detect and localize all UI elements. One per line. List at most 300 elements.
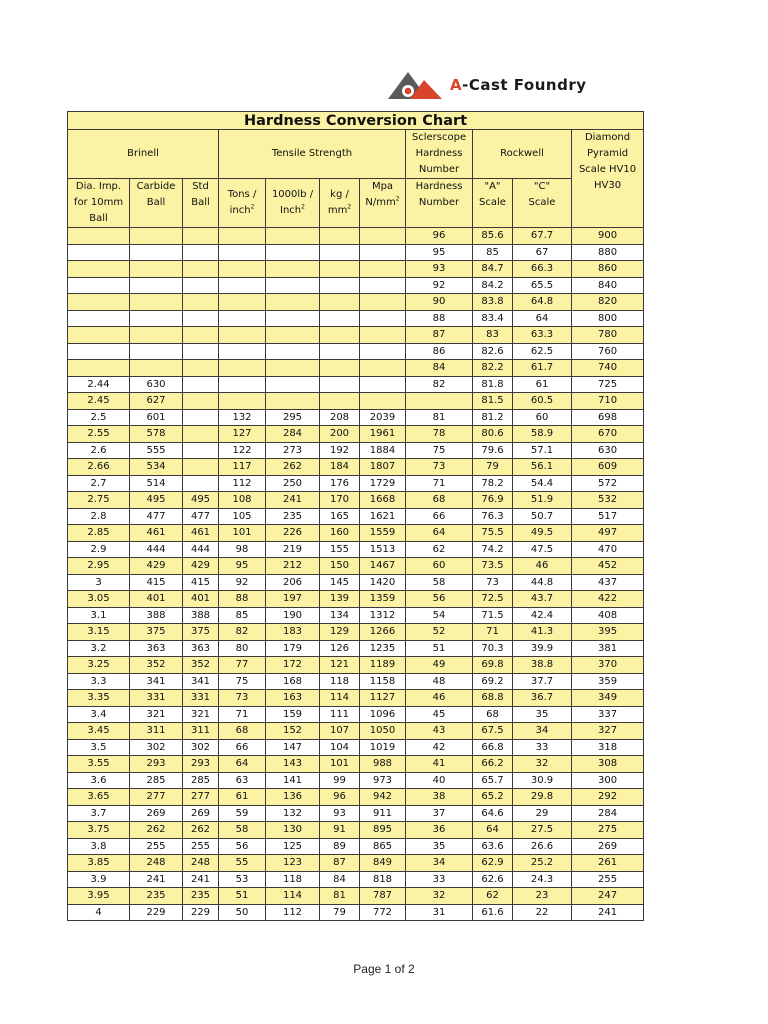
table-cell: 79.6 <box>473 442 513 459</box>
table-cell: 76.9 <box>473 492 513 509</box>
table-cell <box>266 343 320 360</box>
table-cell <box>68 261 130 278</box>
table-cell: 36.7 <box>513 690 572 707</box>
table-cell: 29 <box>513 805 572 822</box>
table-cell: 269 <box>572 838 644 855</box>
table-cell: 2.95 <box>68 558 130 575</box>
table-cell <box>183 409 219 426</box>
table-cell: 2.9 <box>68 541 130 558</box>
table-cell: 34 <box>513 723 572 740</box>
table-cell: 79 <box>320 904 360 921</box>
table-cell: 247 <box>572 888 644 905</box>
table-cell <box>68 310 130 327</box>
table-cell: 170 <box>320 492 360 509</box>
table-row <box>68 591 644 608</box>
table-cell: 101 <box>320 756 360 773</box>
table-cell: 2.5 <box>68 409 130 426</box>
table-cell: 57.1 <box>513 442 572 459</box>
table-cell: 226 <box>266 525 320 542</box>
foundry-logo-icon <box>386 70 444 100</box>
table-cell: 41 <box>406 756 473 773</box>
table-cell: 76.3 <box>473 508 513 525</box>
table-cell: 370 <box>572 657 644 674</box>
table-cell: 235 <box>183 888 219 905</box>
table-cell <box>219 261 266 278</box>
table-cell: 67.7 <box>513 228 572 245</box>
table-cell <box>183 343 219 360</box>
table-cell <box>183 244 219 261</box>
table-cell: 401 <box>183 591 219 608</box>
table-cell: 1235 <box>360 640 406 657</box>
table-cell: 248 <box>183 855 219 872</box>
table-cell: 24.3 <box>513 871 572 888</box>
table-cell: 61.6 <box>473 904 513 921</box>
table-row <box>68 690 644 707</box>
table-cell: 388 <box>183 607 219 624</box>
table-cell: 3.55 <box>68 756 130 773</box>
table-cell: 698 <box>572 409 644 426</box>
table-cell: 262 <box>183 822 219 839</box>
table-cell: 54.4 <box>513 475 572 492</box>
table-cell: 710 <box>572 393 644 410</box>
table-cell: 47.5 <box>513 541 572 558</box>
table-cell: 96 <box>406 228 473 245</box>
table-cell <box>360 277 406 294</box>
table-cell: 62.5 <box>513 343 572 360</box>
table-cell <box>130 277 183 294</box>
table-cell: 62.6 <box>473 871 513 888</box>
table-cell: 81.8 <box>473 376 513 393</box>
table-cell: 1019 <box>360 739 406 756</box>
table-cell: 2.7 <box>68 475 130 492</box>
table-cell: 82.2 <box>473 360 513 377</box>
table-cell: 352 <box>130 657 183 674</box>
table-cell: 235 <box>266 508 320 525</box>
table-cell: 99 <box>320 772 360 789</box>
table-cell: 83.4 <box>473 310 513 327</box>
table-cell: 2.75 <box>68 492 130 509</box>
table-cell: 163 <box>266 690 320 707</box>
table-cell: 300 <box>572 772 644 789</box>
table-cell: 93 <box>320 805 360 822</box>
table-row <box>68 426 644 443</box>
table-cell: 269 <box>130 805 183 822</box>
table-cell: 760 <box>572 343 644 360</box>
table-cell: 780 <box>572 327 644 344</box>
table-cell: 160 <box>320 525 360 542</box>
table-cell <box>68 277 130 294</box>
table-cell: 63.6 <box>473 838 513 855</box>
header-rockwell: Rockwell <box>473 130 572 179</box>
table-cell <box>320 327 360 344</box>
table-cell: 787 <box>360 888 406 905</box>
table-cell <box>183 475 219 492</box>
table-cell <box>266 310 320 327</box>
table-cell: 895 <box>360 822 406 839</box>
table-cell: 1050 <box>360 723 406 740</box>
table-cell: 3.2 <box>68 640 130 657</box>
table-cell: 3.05 <box>68 591 130 608</box>
table-row <box>68 739 644 756</box>
table-cell: 92 <box>219 574 266 591</box>
table-cell: 308 <box>572 756 644 773</box>
table-cell: 112 <box>219 475 266 492</box>
table-cell: 118 <box>320 673 360 690</box>
table-cell: 200 <box>320 426 360 443</box>
table-row <box>68 888 644 905</box>
table-cell <box>183 310 219 327</box>
table-cell: 67 <box>513 244 572 261</box>
table-cell: 261 <box>572 855 644 872</box>
table-row <box>68 871 644 888</box>
header-dia-imp: Dia. Imp. for 10mm Ball <box>68 179 130 228</box>
table-cell <box>130 244 183 261</box>
table-cell: 27.5 <box>513 822 572 839</box>
table-cell: 75.5 <box>473 525 513 542</box>
table-cell: 55 <box>219 855 266 872</box>
table-row <box>68 673 644 690</box>
table-cell: 363 <box>183 640 219 657</box>
header-tensile-strength: Tensile Strength <box>219 130 406 179</box>
table-cell: 123 <box>266 855 320 872</box>
table-cell: 865 <box>360 838 406 855</box>
table-cell: 78.2 <box>473 475 513 492</box>
table-cell: 66.3 <box>513 261 572 278</box>
table-cell: 477 <box>183 508 219 525</box>
table-cell <box>130 228 183 245</box>
table-cell: 2.44 <box>68 376 130 393</box>
table-cell: 820 <box>572 294 644 311</box>
table-cell: 62.9 <box>473 855 513 872</box>
table-cell: 302 <box>130 739 183 756</box>
table-cell: 65.5 <box>513 277 572 294</box>
table-row <box>68 376 644 393</box>
table-cell: 74.2 <box>473 541 513 558</box>
table-cell: 277 <box>183 789 219 806</box>
table-cell: 136 <box>266 789 320 806</box>
table-cell: 114 <box>266 888 320 905</box>
table-cell: 26.6 <box>513 838 572 855</box>
table-row <box>68 261 644 278</box>
table-cell: 1189 <box>360 657 406 674</box>
table-cell: 2.55 <box>68 426 130 443</box>
table-cell: 3 <box>68 574 130 591</box>
table-cell: 627 <box>130 393 183 410</box>
table-cell: 3.65 <box>68 789 130 806</box>
table-cell: 477 <box>130 508 183 525</box>
table-cell: 64 <box>513 310 572 327</box>
table-cell: 255 <box>130 838 183 855</box>
table-cell: 143 <box>266 756 320 773</box>
table-cell: 255 <box>183 838 219 855</box>
table-cell <box>183 393 219 410</box>
table-cell: 190 <box>266 607 320 624</box>
table-cell: 38.8 <box>513 657 572 674</box>
table-cell: 58 <box>406 574 473 591</box>
table-cell: 534 <box>130 459 183 476</box>
table-cell: 129 <box>320 624 360 641</box>
table-row <box>68 492 644 509</box>
table-cell: 66 <box>219 739 266 756</box>
table-cell: 122 <box>219 442 266 459</box>
table-cell: 78 <box>406 426 473 443</box>
table-cell <box>360 244 406 261</box>
table-cell: 437 <box>572 574 644 591</box>
table-cell: 176 <box>320 475 360 492</box>
table-cell <box>360 376 406 393</box>
table-cell: 82 <box>219 624 266 641</box>
header-mpa: Mpa $N/mm^2$ <box>360 179 406 228</box>
table-cell: 80 <box>219 640 266 657</box>
table-cell <box>183 376 219 393</box>
table-row <box>68 310 644 327</box>
table-cell: 452 <box>572 558 644 575</box>
table-cell <box>183 294 219 311</box>
table-row <box>68 508 644 525</box>
table-cell: 578 <box>130 426 183 443</box>
table-cell: 408 <box>572 607 644 624</box>
table-cell: 3.15 <box>68 624 130 641</box>
table-cell: 3.4 <box>68 706 130 723</box>
table-row <box>68 657 644 674</box>
table-cell: 90 <box>406 294 473 311</box>
table-cell <box>130 294 183 311</box>
table-row <box>68 294 644 311</box>
table-cell: 285 <box>130 772 183 789</box>
table-cell: 51.9 <box>513 492 572 509</box>
table-cell: 112 <box>266 904 320 921</box>
table-cell: 39.9 <box>513 640 572 657</box>
table-cell: 311 <box>183 723 219 740</box>
table-cell: 35 <box>406 838 473 855</box>
table-cell: 31 <box>406 904 473 921</box>
table-row <box>68 228 644 245</box>
table-cell: 284 <box>266 426 320 443</box>
table-cell <box>266 277 320 294</box>
table-cell <box>360 228 406 245</box>
table-cell: 38 <box>406 789 473 806</box>
table-row <box>68 624 644 641</box>
table-row <box>68 574 644 591</box>
table-cell: 2.6 <box>68 442 130 459</box>
table-row <box>68 525 644 542</box>
table-cell: 43 <box>406 723 473 740</box>
table-cell: 91 <box>320 822 360 839</box>
page-indicator: Page 1 of 2 <box>353 962 415 976</box>
table-cell: 40 <box>406 772 473 789</box>
table-cell: 609 <box>572 459 644 476</box>
table-cell: 87 <box>320 855 360 872</box>
table-cell: 118 <box>266 871 320 888</box>
table-cell: 68.8 <box>473 690 513 707</box>
table-cell <box>266 360 320 377</box>
table-cell: 85 <box>473 244 513 261</box>
table-cell <box>320 294 360 311</box>
table-cell: 25.2 <box>513 855 572 872</box>
header-c-scale: "C" Scale <box>513 179 572 228</box>
table-cell: 61 <box>219 789 266 806</box>
chart-title: Hardness Conversion Chart <box>68 112 644 130</box>
table-cell: 800 <box>572 310 644 327</box>
table-cell: 79 <box>473 459 513 476</box>
table-cell: 197 <box>266 591 320 608</box>
table-cell: 130 <box>266 822 320 839</box>
table-cell <box>266 294 320 311</box>
table-cell: 34 <box>406 855 473 872</box>
table-cell: 68 <box>473 706 513 723</box>
table-cell: 45 <box>406 706 473 723</box>
table-row <box>68 756 644 773</box>
header-kg-per-mm2: kg / $mm^2$ <box>320 179 360 228</box>
table-cell: 66 <box>406 508 473 525</box>
table-cell <box>320 343 360 360</box>
table-cell: 988 <box>360 756 406 773</box>
table-cell: 192 <box>320 442 360 459</box>
table-cell: 1621 <box>360 508 406 525</box>
table-cell: 46 <box>406 690 473 707</box>
table-cell: 772 <box>360 904 406 921</box>
table-cell: 1467 <box>360 558 406 575</box>
table-cell: 87 <box>406 327 473 344</box>
table-cell: 880 <box>572 244 644 261</box>
table-cell: 321 <box>183 706 219 723</box>
table-cell: 73 <box>473 574 513 591</box>
table-cell: 83.8 <box>473 294 513 311</box>
table-cell: 32 <box>406 888 473 905</box>
table-cell <box>360 360 406 377</box>
table-cell: 292 <box>572 789 644 806</box>
table-cell: 275 <box>572 822 644 839</box>
table-cell: 81.5 <box>473 393 513 410</box>
table-cell: 630 <box>130 376 183 393</box>
table-row <box>68 475 644 492</box>
table-cell: 32 <box>513 756 572 773</box>
table-cell: 95 <box>406 244 473 261</box>
table-cell: 44.8 <box>513 574 572 591</box>
table-cell <box>68 343 130 360</box>
table-cell: 1312 <box>360 607 406 624</box>
table-cell: 293 <box>183 756 219 773</box>
table-cell: 1884 <box>360 442 406 459</box>
table-cell: 318 <box>572 739 644 756</box>
table-cell <box>360 343 406 360</box>
table-cell: 444 <box>130 541 183 558</box>
table-cell: 601 <box>130 409 183 426</box>
table-cell: 1127 <box>360 690 406 707</box>
table-cell: 284 <box>572 805 644 822</box>
table-cell: 75 <box>406 442 473 459</box>
table-cell: 349 <box>572 690 644 707</box>
table-cell: 219 <box>266 541 320 558</box>
table-cell: 3.6 <box>68 772 130 789</box>
table-cell <box>130 261 183 278</box>
table-cell: 1266 <box>360 624 406 641</box>
header-carbide-ball: Carbide Ball <box>130 179 183 228</box>
table-row <box>68 822 644 839</box>
table-cell: 41.3 <box>513 624 572 641</box>
table-cell: 64 <box>473 822 513 839</box>
table-cell: 61.7 <box>513 360 572 377</box>
table-cell: 37 <box>406 805 473 822</box>
table-cell <box>360 393 406 410</box>
table-cell: 73 <box>406 459 473 476</box>
table-cell: 363 <box>130 640 183 657</box>
table-cell: 73.5 <box>473 558 513 575</box>
table-cell <box>183 327 219 344</box>
table-cell: 63.3 <box>513 327 572 344</box>
table-cell: 51 <box>406 640 473 657</box>
table-cell: 75 <box>219 673 266 690</box>
table-row <box>68 360 644 377</box>
table-cell: 269 <box>183 805 219 822</box>
table-cell: 77 <box>219 657 266 674</box>
table-cell: 250 <box>266 475 320 492</box>
table-cell: 84 <box>406 360 473 377</box>
table-cell <box>320 310 360 327</box>
table-cell: 71 <box>219 706 266 723</box>
table-cell: 415 <box>130 574 183 591</box>
table-cell: 68 <box>406 492 473 509</box>
table-cell: 327 <box>572 723 644 740</box>
table-cell: 241 <box>130 871 183 888</box>
table-cell: 50.7 <box>513 508 572 525</box>
table-cell: 461 <box>130 525 183 542</box>
table-cell: 37.7 <box>513 673 572 690</box>
table-cell: 72.5 <box>473 591 513 608</box>
table-cell: 422 <box>572 591 644 608</box>
table-cell: 725 <box>572 376 644 393</box>
table-cell <box>266 228 320 245</box>
table-cell <box>68 228 130 245</box>
table-cell: 71 <box>406 475 473 492</box>
table-cell: 85.6 <box>473 228 513 245</box>
table-cell: 84.7 <box>473 261 513 278</box>
table-cell: 23 <box>513 888 572 905</box>
table-cell: 58.9 <box>513 426 572 443</box>
table-cell: 98 <box>219 541 266 558</box>
table-cell: 64.6 <box>473 805 513 822</box>
table-cell: 108 <box>219 492 266 509</box>
table-cell: 273 <box>266 442 320 459</box>
table-cell: 1668 <box>360 492 406 509</box>
table-cell: 341 <box>183 673 219 690</box>
table-cell <box>219 360 266 377</box>
table-cell <box>360 327 406 344</box>
hardness-conversion-table <box>67 111 644 921</box>
table-row <box>68 789 644 806</box>
table-cell: 101 <box>219 525 266 542</box>
table-cell <box>320 360 360 377</box>
table-cell: 911 <box>360 805 406 822</box>
table-cell: 248 <box>130 855 183 872</box>
table-cell: 235 <box>130 888 183 905</box>
table-cell: 84.2 <box>473 277 513 294</box>
table-cell: 3.8 <box>68 838 130 855</box>
table-cell <box>320 376 360 393</box>
table-row <box>68 244 644 261</box>
table-cell: 497 <box>572 525 644 542</box>
table-cell <box>68 360 130 377</box>
table-cell: 105 <box>219 508 266 525</box>
table-cell <box>219 393 266 410</box>
table-cell: 337 <box>572 706 644 723</box>
table-cell: 395 <box>572 624 644 641</box>
table-row <box>68 706 644 723</box>
table-cell: 495 <box>130 492 183 509</box>
header-1000lb-per-inch2: 1000lb / Inch$^2$ <box>266 179 320 228</box>
table-cell: 3.3 <box>68 673 130 690</box>
table-cell: 42 <box>406 739 473 756</box>
